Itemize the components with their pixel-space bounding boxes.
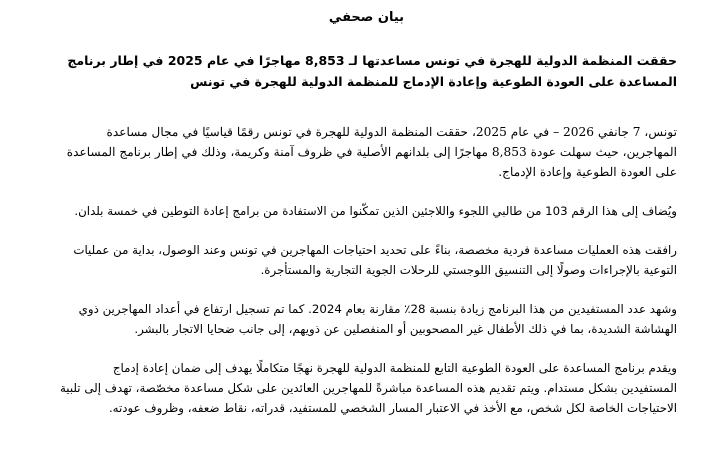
document-headline: حققت المنظمة الدولية للهجرة في تونس مساعدتها لـ 8,853 مهاجرًا في عام 2025 في إطار برنامج المساعدة على العودة الطوعية وإعادة الإدماج للمنظمة الدولية للهجرة في تونس [67, 53, 677, 89]
paragraph-intro: تونس، 7 جانفي 2026 – في عام 2025، حققت المنظمة الدولية للهجرة في تونس رقمًا قياسيًا في مجال مساعدة المهاجرين، حيث سهلت عودة 8,853 مهاجرًا إلى بلدانهم الأصلية في ظروف آمنة وكريمة، وذلك في إطار برنامج المساعدة على العودة الطوعية وإعادة الإدماج. [66, 125, 677, 179]
document-heading: بيان صحفي [328, 10, 405, 25]
press-release-page [56, 8, 677, 437]
paragraph-assistance: رافقت هذه العمليات مساعدة فردية مخصصة، بناءً على تحديد احتياجات المهاجرين في تونس وعند الوصول، بداية من عمليات التوعية بالإجراءات وصولًا إلى التنسيق اللوجستي للرحلات الجوية التجارية والمستأجرة. [73, 243, 677, 277]
paragraph-resettlement: ويُضاف إلى هذا الرقم 103 من طالبي اللجوء واللاجئين الذين تمكّنوا من الاستفادة من برامج إعادة التوطين في خمسة بلدان. [74, 204, 677, 218]
paragraph-reintegration: ويقدم برنامج المساعدة على العودة الطوعية التابع للمنظمة الدولية للهجرة نهجًا متكاملًا يهدف إلى ضمان إعادة إدماج المستفيدين بشكل مستدام. ويتم تقديم هذه المساعدة مباشرةً للمهاجرين العائدين على شكل مساعدة مخصّصة، تهدف إلى تلبية الاحتياجات الخاصة لكل شخص، مع الأخذ في الاعتبار المسار الشخصي للمستفيد، قدراته، نقاط ضعفه، وظروف عودته. [59, 361, 677, 415]
paragraph-increase: وشهد عدد المستفيدين من هذا البرنامج زيادة بنسبة 28٪ مقارنة بعام 2024. كما تم تسجيل ارتفاع في أعداد المهاجرين ذوي الهشاشة الشديدة، بما في ذلك الأطفال غير المصحوبين أو المنفصلين عن ذويهم، إلى جانب ضحايا الاتجار بالبشر. [78, 302, 677, 336]
